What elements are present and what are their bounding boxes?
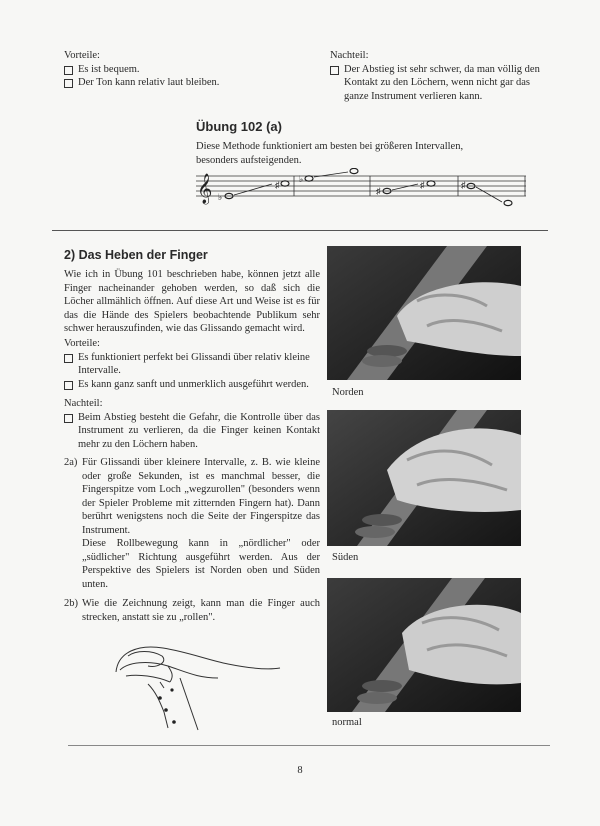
svg-text:♯: ♯ — [275, 180, 280, 190]
exercise-title: Übung 102 (a) — [196, 119, 282, 134]
item-2b — [64, 597, 320, 624]
page-number: 8 — [297, 765, 303, 776]
list-item: Der Abstieg ist sehr schwer, da man völlig den Kontakt zu den Löchern, wenn nicht gar das ganze Instrument verlieren kann. — [330, 63, 552, 104]
section-nachteil-label: Nachteil: — [64, 398, 103, 409]
section-vorteile-label: Vorteile: — [64, 338, 100, 349]
section-nachteil-block — [64, 397, 320, 451]
svg-text:♯: ♯ — [376, 186, 381, 196]
item-2a — [64, 456, 320, 591]
item-2a-label: 2a) — [64, 457, 78, 468]
item-2a-text2: Diese Rollbewegung kann in „nördlicher" oder „südlicher" Richtung ausgeführt werden. Aus der Perspektive des Spielers ist Norden oben und Süden unten. — [82, 538, 320, 590]
footer-divider — [68, 745, 550, 746]
top-vorteile-block — [64, 49, 294, 90]
treble-clef-icon: 𝄞 — [197, 174, 213, 204]
top-nachteil-label: Nachteil: — [330, 50, 369, 61]
section-vorteile-block — [64, 337, 322, 391]
item-2a-text: Für Glissandi über kleinere Intervalle, z. B. wie kleine oder große Sekunden, ist es manchmal besser, die Fingerspitze vom Loch „wegzurollen" (besonders wenn der Spieler Probleme mit zitternden Fingern hat). Dann berührt wenigstens noch die Seite der Fingerspitze das Instrument. — [82, 457, 320, 536]
list-item: Es funktioniert perfekt bei Glissandi über relativ kleine Intervalle. — [64, 351, 322, 378]
svg-text:♭: ♭ — [218, 192, 223, 202]
finger-drawing — [108, 632, 288, 732]
list-item: Es ist bequem. — [64, 63, 294, 77]
section-intro: Wie ich in Übung 101 beschrieben habe, können jetzt alle Finger nacheinander gehoben werden, so daß sich die Löcher allmählich öffnen. Auf diese Art und Weise ist es für das die Hände des Spielers beobachtende Publikum sehr schwer herauszufinden, wie das Glissando gemacht wird. — [64, 269, 320, 334]
section-heading: 2) Das Heben der Finger — [64, 248, 208, 262]
checkbox-icon — [64, 66, 73, 75]
caption-normal: normal — [332, 717, 362, 728]
checkbox-icon — [64, 354, 73, 363]
caption-norden: Norden — [332, 387, 364, 398]
exercise-text: Diese Methode funktioniert am besten bei größeren Intervallen, besonders aufsteigenden. — [196, 141, 464, 166]
item-2b-label: 2b) — [64, 598, 78, 609]
checkbox-icon — [64, 381, 73, 390]
caption-sueden: Süden — [332, 552, 359, 563]
music-staff — [196, 168, 526, 208]
checkbox-icon — [64, 414, 73, 423]
list-item: Beim Abstieg besteht die Gefahr, die Kontrolle über das Instrument zu verlieren, da die Finger keinen Kontakt mehr zu den Löchern haben. — [64, 411, 320, 452]
photo-normal — [327, 578, 521, 712]
svg-text:♯: ♯ — [420, 180, 425, 190]
list-item: Der Ton kann relativ laut bleiben. — [64, 76, 294, 90]
checkbox-icon — [64, 79, 73, 88]
photo-norden — [327, 246, 521, 380]
checkbox-icon — [330, 66, 339, 75]
item-2b-text: Wie die Zeichnung zeigt, kann man die Finger auch strecken, anstatt sie zu „rollen". — [82, 598, 320, 623]
top-vorteile-label: Vorteile: — [64, 50, 100, 61]
list-item: Es kann ganz sanft und unmerklich ausgeführt werden. — [64, 378, 322, 392]
svg-text:♯: ♯ — [461, 180, 466, 190]
photo-sueden — [327, 410, 521, 546]
top-nachteil-block — [330, 49, 552, 103]
section-divider — [52, 230, 548, 231]
svg-text:♭: ♭ — [299, 174, 304, 184]
